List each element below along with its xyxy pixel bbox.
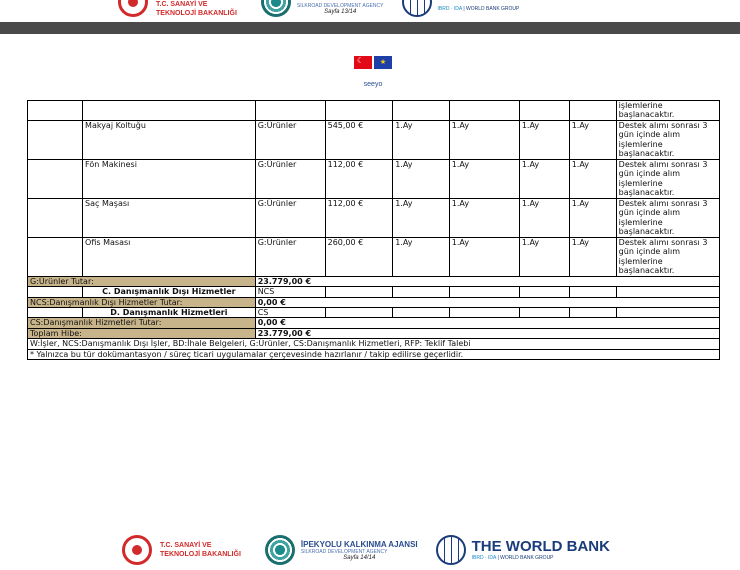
table-row <box>28 120 720 159</box>
world-bank-globe-icon <box>402 0 432 17</box>
eu-flag-icon: ★ <box>374 56 392 69</box>
item-month: 1.Ay <box>519 159 569 198</box>
agency-subtitle: SILKROAD DEVELOPMENT AGENCY <box>300 548 388 555</box>
cs-total-row <box>28 318 720 328</box>
legend-text: W:İşler, NCS:Danışmanlık Dışı İşler, BD:İhale Belgeleri, G:Ürünler, CS:Danışmanlık Hizmetleri, RFP: Teklif Talebi <box>28 339 720 349</box>
world-bank-subtitle: IBRD · IDA | WORLD BANK GROUP <box>471 555 554 561</box>
item-month: 1.Ay <box>569 159 616 198</box>
previous-page-footer <box>0 0 740 22</box>
item-price: 112,00 € <box>325 159 393 198</box>
world-bank-name: THE WORLD BANK <box>471 538 610 555</box>
item-month: 1.Ay <box>519 198 569 237</box>
section-d-code: CS <box>255 308 325 318</box>
agency-block <box>297 3 384 15</box>
turkey-flag-icon <box>354 56 372 69</box>
item-type: G:Ürünler <box>255 120 325 159</box>
grand-total-value: 23.779,00 € <box>255 328 719 338</box>
item-month: 1.Ay <box>393 159 450 198</box>
item-type: G:Ürünler <box>255 198 325 237</box>
item-price: 260,00 € <box>325 237 393 276</box>
page-number: Sayfa 13/14 <box>324 9 357 15</box>
ncs-total-row <box>28 297 720 307</box>
item-month: 1.Ay <box>393 198 450 237</box>
agency-logo-icon <box>261 0 291 17</box>
item-month: 1.Ay <box>519 237 569 276</box>
world-bank-block <box>438 6 520 12</box>
world-bank-globe-icon <box>436 535 466 565</box>
flags <box>353 56 393 69</box>
legend-row <box>28 339 720 349</box>
item-name: Saç Maşası <box>83 198 256 237</box>
budget-table <box>27 100 720 360</box>
ncs-total-value: 0,00 € <box>255 297 719 307</box>
section-c-title: C. Danışmanlık Dışı Hizmetler <box>83 287 256 297</box>
disclaimer-row <box>28 349 720 359</box>
grand-total-row <box>28 328 720 338</box>
goods-total-row <box>28 276 720 286</box>
item-name: Fön Makinesi <box>83 159 256 198</box>
item-month: 1.Ay <box>519 120 569 159</box>
item-month: 1.Ay <box>569 120 616 159</box>
item-name: Makyaj Koltuğu <box>83 120 256 159</box>
section-c-row <box>28 287 720 297</box>
ncs-total-label: NCS:Danışmanlık Dışı Hizmetler Tutar: <box>28 297 256 307</box>
section-c-code: NCS <box>255 287 325 297</box>
agency-name: İPEKYOLU KALKINMA AJANSI <box>300 539 418 549</box>
world-bank-subtitle: IBRD · IDA | WORLD BANK GROUP <box>437 6 520 12</box>
section-d-row <box>28 308 720 318</box>
item-type: G:Ürünler <box>255 159 325 198</box>
ministry-seal-icon <box>118 0 148 17</box>
item-price: 112,00 € <box>325 198 393 237</box>
ministry-name: T.C. SANAYİ VE TEKNOLOJİ BAKANLIĞI <box>160 542 241 558</box>
note-cell: Destek alımı sonrası 3 gün içinde alım işlemlerine başlanacaktır. <box>616 198 719 237</box>
table-row <box>28 159 720 198</box>
cs-total-value: 0,00 € <box>255 318 719 328</box>
grand-total-label: Toplam Hibe: <box>28 328 256 338</box>
item-month: 1.Ay <box>393 237 450 276</box>
section-d-title: D. Danışmanlık Hizmetleri <box>83 308 256 318</box>
footer-logos <box>122 535 610 565</box>
note-cell: Destek alımı sonrası 3 gün içinde alım işlemlerine başlanacaktır. <box>616 120 719 159</box>
ministry-name: T.C. SANAYİ VE TEKNOLOJİ BAKANLIĞI <box>156 1 237 17</box>
note-cell: Destek alımı sonrası 3 gün içinde alım işlemlerine başlanacaktır. <box>616 237 719 276</box>
item-month: 1.Ay <box>569 198 616 237</box>
note-cell: Destek alımı sonrası 3 gün içinde alım işlemlerine başlanacaktır. <box>616 159 719 198</box>
table-row <box>28 237 720 276</box>
page-number: Sayfa 14/14 <box>343 554 376 561</box>
item-month: 1.Ay <box>449 198 519 237</box>
item-month: 1.Ay <box>449 237 519 276</box>
disclaimer-text: * Yalnızca bu tür dokümantasyon / süreç ticari uygulamalar çerçevesinde hazırlanır / takip edilirse geçerlidir. <box>28 349 720 359</box>
ministry-seal-icon <box>122 535 152 565</box>
item-month: 1.Ay <box>569 237 616 276</box>
agency-block <box>301 540 418 561</box>
item-price: 545,00 € <box>325 120 393 159</box>
item-month: 1.Ay <box>393 120 450 159</box>
table-row <box>28 198 720 237</box>
world-bank-block <box>472 539 610 561</box>
seeyo-logo: seeyo <box>363 81 383 88</box>
goods-total-label: G:Ürünler Tutar: <box>28 276 256 286</box>
agency-subtitle: SILKROAD DEVELOPMENT AGENCY <box>296 3 384 9</box>
page-separator <box>0 22 740 34</box>
table-row <box>28 101 720 121</box>
cs-total-label: CS:Danışmanlık Hizmetleri Tutar: <box>28 318 256 328</box>
item-month: 1.Ay <box>449 120 519 159</box>
agency-logo-icon <box>265 535 295 565</box>
footer-logos <box>118 0 519 18</box>
item-type: G:Ürünler <box>255 237 325 276</box>
item-month: 1.Ay <box>449 159 519 198</box>
goods-total-value: 23.779,00 € <box>255 276 719 286</box>
note-cell: işlemlerine başlanacaktır. <box>616 101 719 121</box>
header-logo <box>353 56 393 88</box>
item-name: Ofis Masası <box>83 237 256 276</box>
